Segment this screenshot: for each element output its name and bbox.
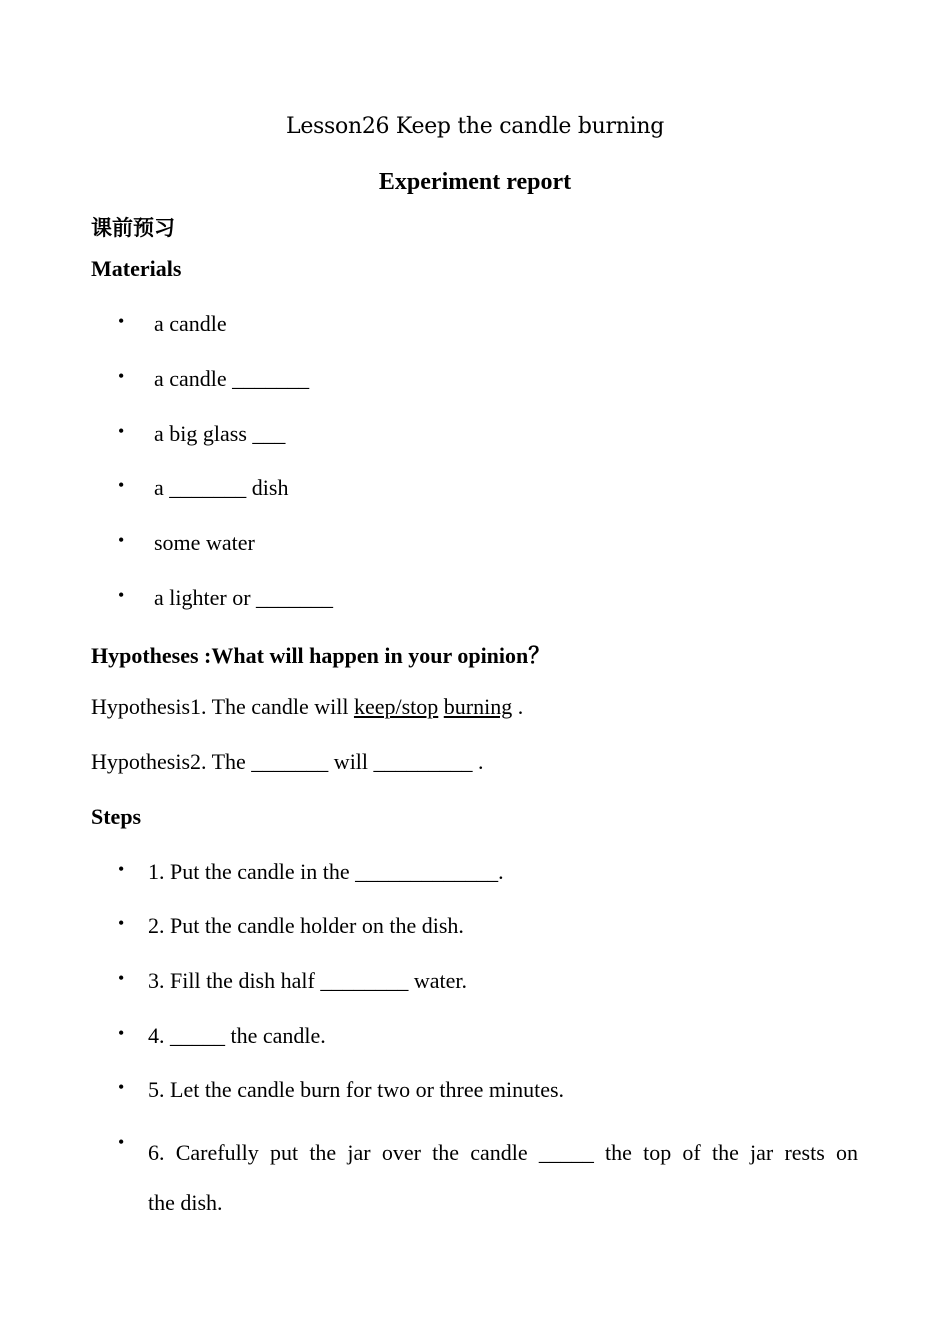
hypothesis-1-prefix: Hypothesis1. The candle will (91, 694, 354, 719)
step-text: 4. _____ the candle. (148, 1023, 326, 1048)
materials-heading: Materials (91, 256, 182, 281)
bullet-icon: • (118, 421, 125, 441)
material-text: a candle _______ (154, 366, 310, 391)
steps-heading: Steps (91, 804, 142, 829)
bullet-icon: • (118, 1023, 125, 1043)
step-text: 3. Fill the dish half ________ water. (148, 968, 467, 993)
bullet-icon: • (118, 311, 125, 331)
bullet-icon: • (118, 1132, 125, 1152)
hypothesis-1-choice: keep/stop (353, 694, 439, 719)
hypotheses-heading: Hypotheses :What will happen in your opinion？ (91, 643, 551, 668)
step-text: 2. Put the candle holder on the dish. (148, 913, 464, 938)
step-6-line-1: 6. Carefully put the jar over the candle _____ the top of the jar rests on (148, 1140, 858, 1165)
material-text: a candle (154, 311, 227, 336)
bullet-icon: • (118, 913, 125, 933)
bullet-icon: • (118, 859, 125, 879)
hypothesis-1-suffix: . (512, 694, 524, 719)
hypothesis-1-verb: burning (443, 694, 513, 719)
bullet-icon: • (118, 530, 125, 550)
bullet-icon: • (118, 585, 125, 605)
step-text: 1. Put the candle in the _____________. (148, 859, 504, 884)
bullet-icon: • (118, 366, 125, 386)
material-text: a _______ dish (154, 475, 289, 500)
bullet-icon: • (118, 968, 125, 988)
hypothesis-2: Hypothesis2. The _______ will _________ . (91, 749, 484, 774)
step-6-line-2: the dish. (148, 1190, 223, 1215)
bullet-icon: • (118, 1077, 125, 1097)
bullet-icon: • (118, 475, 125, 495)
document-title: Lesson26 Keep the candle burning (286, 114, 664, 139)
document-subtitle: Experiment report (378, 169, 572, 195)
step-text: 5. Let the candle burn for two or three minutes. (148, 1077, 565, 1102)
material-text: a big glass ___ (154, 421, 286, 446)
step-item-6 (148, 1128, 858, 1228)
material-text: a lighter or _______ (154, 585, 334, 610)
preview-label: 课前预习 (91, 216, 175, 240)
material-text: some water (154, 530, 255, 555)
hypothesis-1 (91, 694, 523, 720)
